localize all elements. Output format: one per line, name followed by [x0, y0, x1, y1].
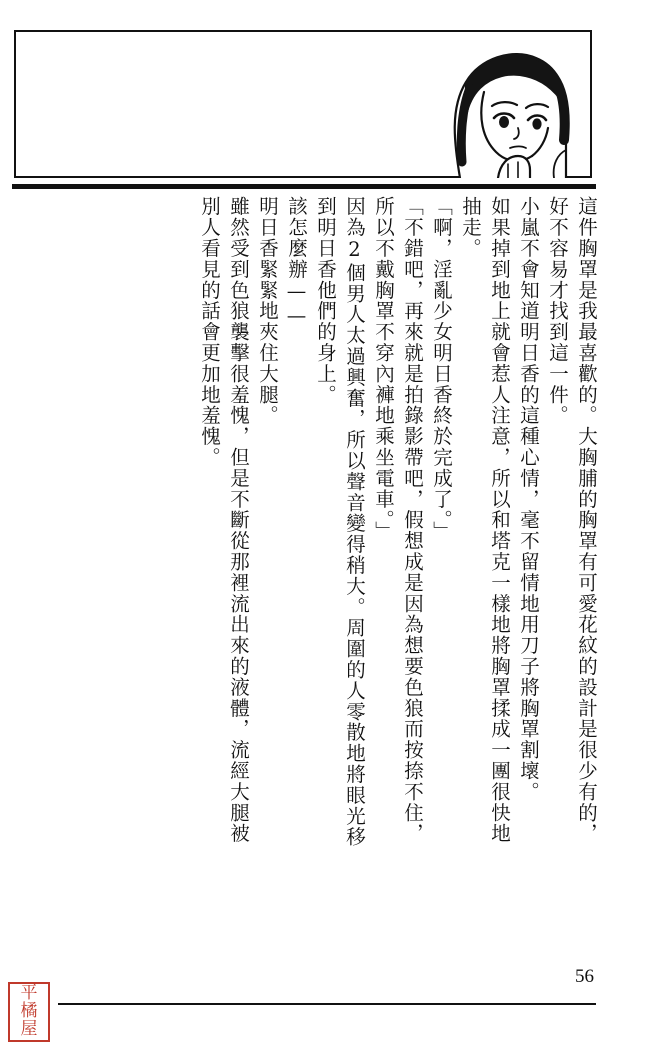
seal-char-2: 橘 — [20, 1001, 38, 1022]
page-number: 56 — [575, 966, 594, 987]
body-text — [40, 196, 596, 956]
seal-char-1: 平 — [20, 983, 38, 1004]
text-line: 小嵐不會知道明日香的這種心情，毫不留情地用刀子將胸罩割壞。 — [517, 196, 540, 803]
text-line: 到明日香他們的身上。 — [314, 196, 337, 405]
publisher-seal — [8, 982, 50, 1042]
text-line: 如果掉到地上就會惹人注意，所以和塔克一樣地將胸罩揉成一團很快地 — [488, 196, 511, 844]
text-line: 雖然受到色狼襲擊很羞愧，但是不斷從那裡流出來的液體，流經大腿被 — [227, 196, 250, 844]
panel-divider-rule — [12, 184, 596, 189]
text-line: 「啊，淫亂少女明日香終於完成了。」 — [430, 196, 453, 542]
footer-rule — [58, 1003, 596, 1005]
text-line: 該怎麼辦—— — [285, 196, 308, 329]
text-line: 因為2個男人太過興奮，所以聲音變得稍大。周圍的人零散地將眼光移 — [343, 196, 366, 848]
text-line: 所以不戴胸罩不穿內褲地乘坐電車。」 — [372, 196, 395, 542]
character-illustration — [414, 30, 592, 178]
text-line: 別人看見的話會更加地羞愧。 — [198, 196, 221, 468]
text-line: 這件胸罩是我最喜歡的。大胸脯的胸罩有可愛花紋的設計是很少有的， — [575, 196, 598, 844]
text-line: 「不錯吧，再來就是拍錄影帶吧，假想成是因為想要色狼而按捺不住， — [401, 196, 424, 844]
text-line: 好不容易才找到這一件。 — [546, 196, 569, 426]
text-line: 明日香緊緊地夾住大腿。 — [256, 196, 279, 426]
seal-char-3: 屋 — [20, 1018, 38, 1039]
text-line: 抽走。 — [459, 196, 482, 259]
